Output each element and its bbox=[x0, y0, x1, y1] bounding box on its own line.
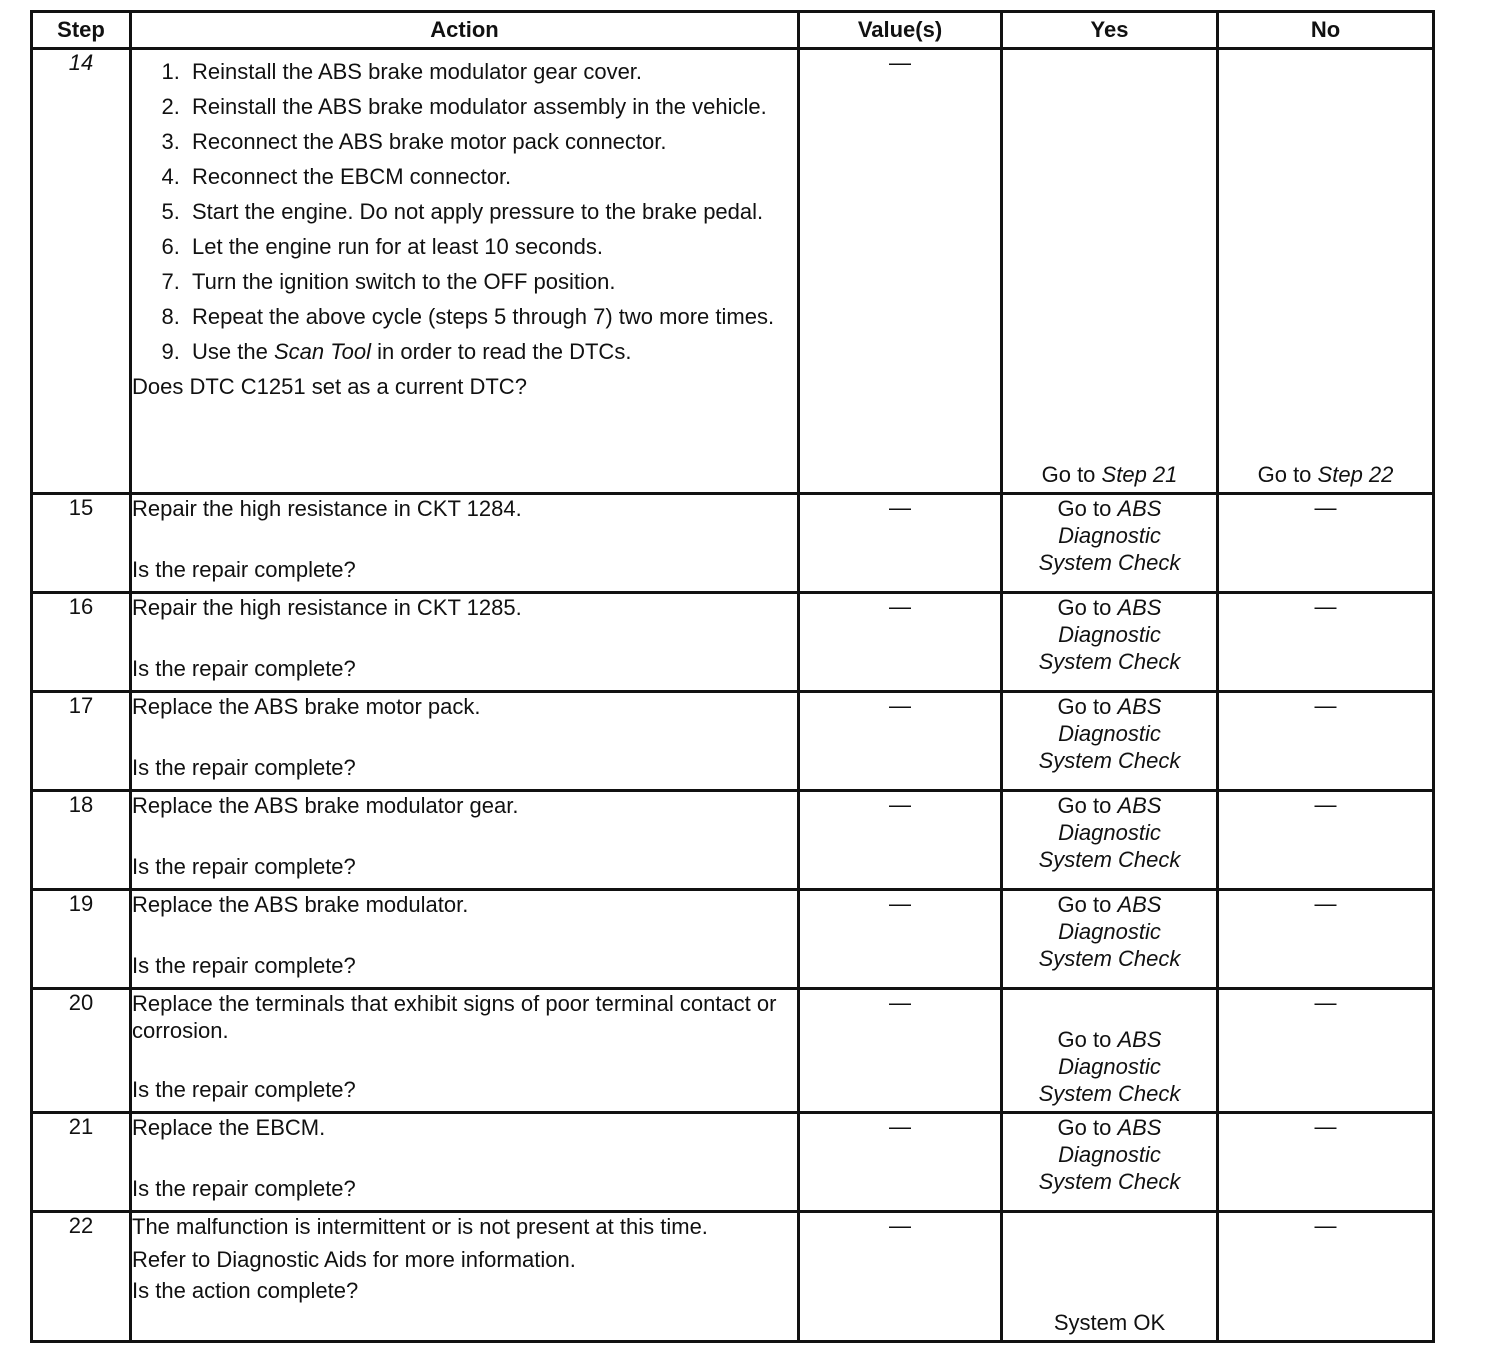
step-number: 19 bbox=[32, 890, 131, 989]
action-text: Replace the terminals that exhibit signs of poor terminal contact or corrosion. bbox=[132, 991, 777, 1043]
action-question: Is the repair complete? bbox=[132, 656, 356, 681]
table-row-step-18 bbox=[32, 791, 1434, 890]
step-number: 21 bbox=[32, 1113, 131, 1212]
yes-cell: Go to ABS Diagnostic System Check bbox=[1002, 989, 1218, 1113]
header-row bbox=[32, 12, 1434, 49]
list-item: 2. Reinstall the ABS brake modulator assembly in the vehicle. bbox=[186, 93, 797, 120]
value-cell: — bbox=[799, 692, 1002, 791]
action-text: Repair the high resistance in CKT 1285. bbox=[132, 595, 522, 620]
table-row-step-20 bbox=[32, 989, 1434, 1113]
step-number: 15 bbox=[32, 494, 131, 593]
no-cell: — bbox=[1218, 989, 1434, 1113]
action-cell bbox=[131, 49, 799, 494]
no-cell: — bbox=[1218, 1212, 1434, 1342]
no-cell: — bbox=[1218, 791, 1434, 890]
yes-cell: Go to ABS Diagnostic System Check bbox=[1002, 1113, 1218, 1212]
table-row-step-16 bbox=[32, 593, 1434, 692]
action-cell bbox=[131, 791, 799, 890]
yes-cell: Go to ABS Diagnostic System Check bbox=[1002, 692, 1218, 791]
table-row-step-17 bbox=[32, 692, 1434, 791]
list-item: 7. Turn the ignition switch to the OFF position. bbox=[186, 268, 797, 295]
action-cell bbox=[131, 890, 799, 989]
list-item: 5. Start the engine. Do not apply pressure to the brake pedal. bbox=[186, 198, 797, 225]
step-number: 14 bbox=[32, 49, 131, 494]
value-cell: — bbox=[799, 494, 1002, 593]
step-number: 22 bbox=[32, 1212, 131, 1342]
action-question: Is the repair complete? bbox=[132, 1077, 356, 1102]
diagnostic-table bbox=[30, 10, 1435, 1343]
list-item: 6. Let the engine run for at least 10 seconds. bbox=[186, 233, 797, 260]
value-cell: — bbox=[799, 890, 1002, 989]
action-text: Replace the ABS brake motor pack. bbox=[132, 694, 481, 719]
table-row-step-22 bbox=[32, 1212, 1434, 1342]
value-cell: — bbox=[799, 1212, 1002, 1342]
no-cell: — bbox=[1218, 692, 1434, 791]
header-no: No bbox=[1218, 12, 1434, 49]
table-row-step-15 bbox=[32, 494, 1434, 593]
action-question: Is the repair complete? bbox=[132, 953, 356, 978]
table-row-step-14 bbox=[32, 49, 1434, 494]
action-cell bbox=[131, 1113, 799, 1212]
value-cell: — bbox=[799, 791, 1002, 890]
value-cell: — bbox=[799, 989, 1002, 1113]
no-cell: — bbox=[1218, 1113, 1434, 1212]
yes-cell: Go to ABS Diagnostic System Check bbox=[1002, 890, 1218, 989]
action-question: Is the action complete? bbox=[132, 1278, 359, 1303]
scan-tool-term: Scan Tool bbox=[273, 339, 371, 364]
header-action: Action bbox=[131, 12, 799, 49]
action-cell bbox=[131, 692, 799, 791]
header-step: Step bbox=[32, 12, 131, 49]
action-cell bbox=[131, 494, 799, 593]
action-cell bbox=[131, 989, 799, 1113]
step-number: 17 bbox=[32, 692, 131, 791]
list-item: 9. Use the Scan Tool in order to read the DTCs. bbox=[186, 338, 797, 365]
step-number: 20 bbox=[32, 989, 131, 1113]
no-cell: — bbox=[1218, 593, 1434, 692]
header-values: Value(s) bbox=[799, 12, 1002, 49]
action-question: Is the repair complete? bbox=[132, 854, 356, 879]
yes-cell: Go to ABS Diagnostic System Check bbox=[1002, 593, 1218, 692]
action-cell bbox=[131, 1212, 799, 1342]
list-item: 4. Reconnect the EBCM connector. bbox=[186, 163, 797, 190]
step-number: 16 bbox=[32, 593, 131, 692]
no-cell: — bbox=[1218, 494, 1434, 593]
no-cell: Go to Step 22 bbox=[1218, 49, 1434, 494]
action-cell bbox=[131, 593, 799, 692]
action-text: The malfunction is intermittent or is not present at this time. bbox=[132, 1214, 708, 1239]
action-question: Is the repair complete? bbox=[132, 1176, 356, 1201]
table-row-step-21 bbox=[32, 1113, 1434, 1212]
value-cell: — bbox=[799, 593, 1002, 692]
yes-cell: Go to ABS Diagnostic System Check bbox=[1002, 791, 1218, 890]
value-cell: — bbox=[799, 49, 1002, 494]
action-text-secondary: Refer to Diagnostic Aids for more information. bbox=[132, 1247, 576, 1272]
action-text: Replace the EBCM. bbox=[132, 1115, 326, 1140]
step-number: 18 bbox=[32, 791, 131, 890]
yes-cell: Go to ABS Diagnostic System Check bbox=[1002, 494, 1218, 593]
header-yes: Yes bbox=[1002, 12, 1218, 49]
action-question: Does DTC C1251 set as a current DTC? bbox=[132, 374, 527, 399]
action-text: Replace the ABS brake modulator. bbox=[132, 892, 469, 917]
list-item: 8. Repeat the above cycle (steps 5 through 7) two more times. bbox=[186, 303, 797, 330]
list-item: 3. Reconnect the ABS brake motor pack connector. bbox=[186, 128, 797, 155]
list-item: 1. Reinstall the ABS brake modulator gear cover. bbox=[186, 58, 797, 85]
no-cell: — bbox=[1218, 890, 1434, 989]
action-question: Is the repair complete? bbox=[132, 755, 356, 780]
action-question: Is the repair complete? bbox=[132, 557, 356, 582]
action-text: Repair the high resistance in CKT 1284. bbox=[132, 496, 522, 521]
table-row-step-19 bbox=[32, 890, 1434, 989]
action-text: Replace the ABS brake modulator gear. bbox=[132, 793, 519, 818]
action-steps-list bbox=[132, 58, 797, 365]
yes-cell: Go to Step 21 bbox=[1002, 49, 1218, 494]
value-cell: — bbox=[799, 1113, 1002, 1212]
yes-cell: System OK bbox=[1002, 1212, 1218, 1342]
